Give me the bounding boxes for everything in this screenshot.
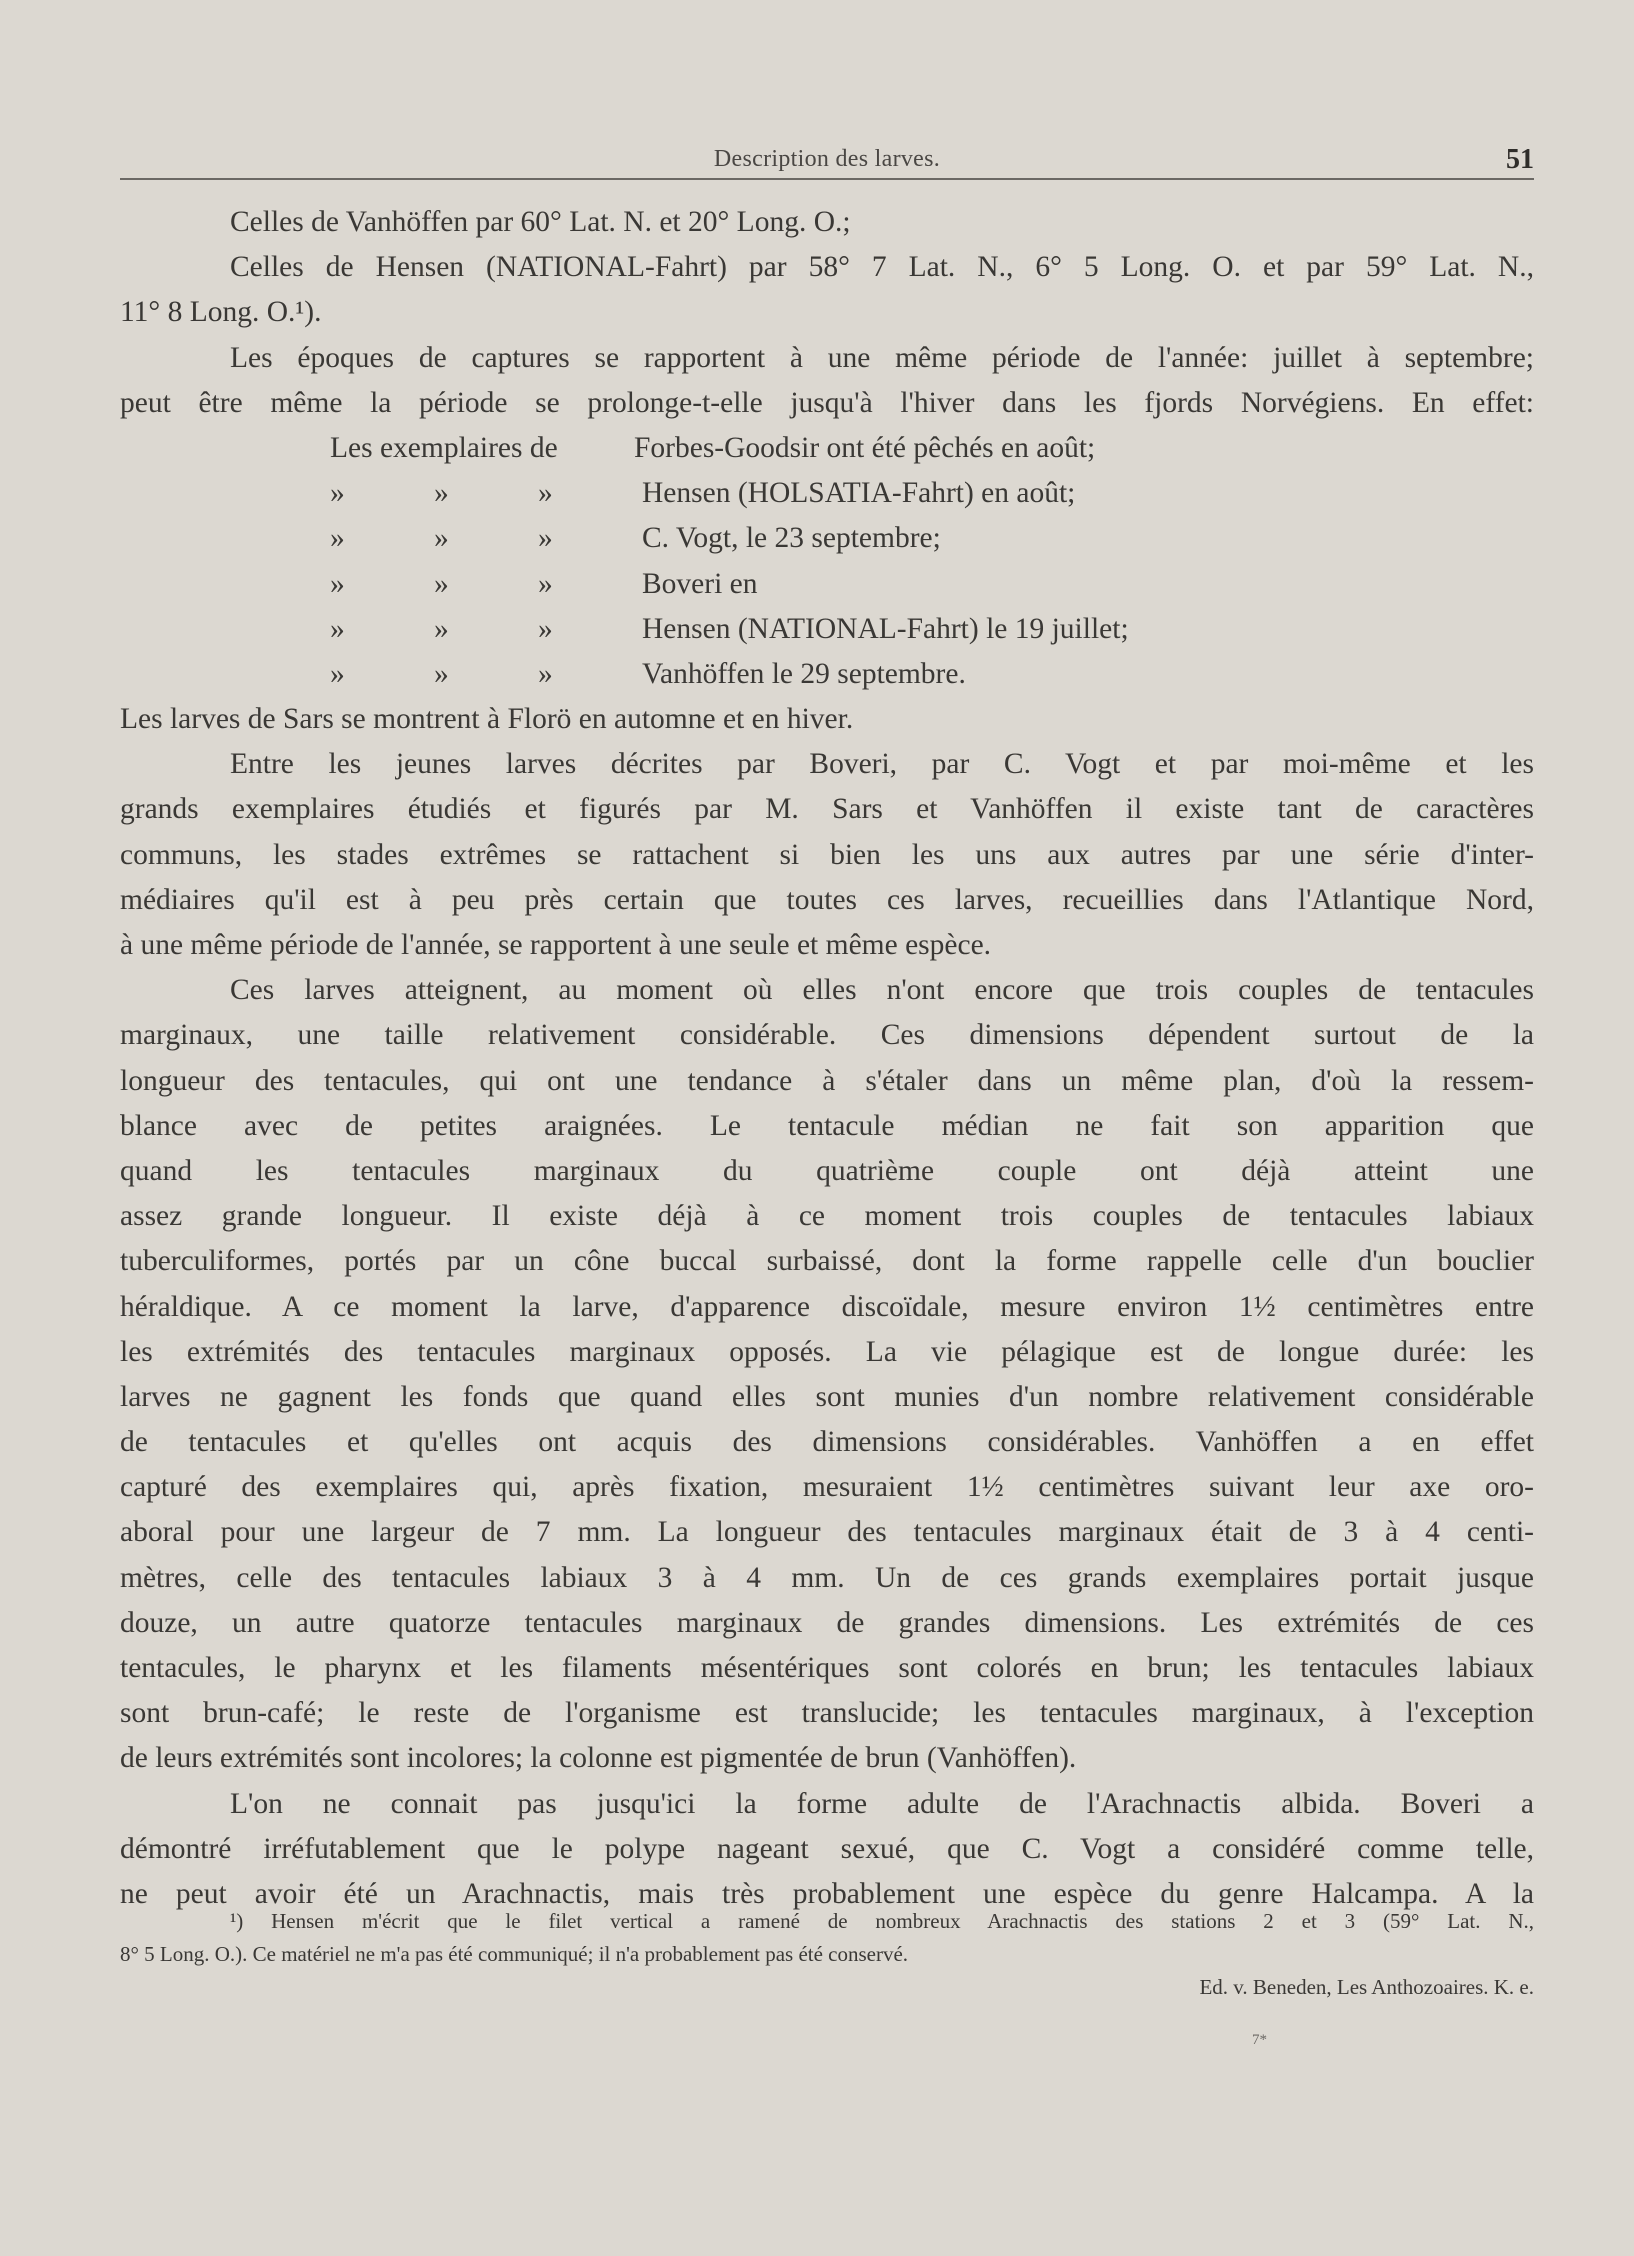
text-line: médiaires qu'il est à peu près certain que toutes ces larves, recueillies dans l'Atlantique Nord,: [120, 883, 1534, 916]
signature-mark: 7*: [1252, 2032, 1267, 2048]
text-line: assez grande longueur. Il existe déjà à ce moment trois couples de tentacules labiaux: [120, 1200, 1534, 1233]
text-line: blance avec de petites araignées. Le tentacule médian ne fait son apparition que: [120, 1109, 1534, 1142]
list-item: [120, 471, 1534, 516]
footnotes: [120, 1905, 1534, 2004]
text-line: sont brun-café; le reste de l'organisme est translucide; les tentacules marginaux, à l'exception: [120, 1697, 1534, 1730]
text-line: de leurs extrémités sont incolores; la colonne est pigmentée de brun (Vanhöffen).: [120, 1742, 1077, 1775]
text-line: aboral pour une largeur de 7 mm. La longueur des tentacules marginaux était de 3 à 4 centi-: [120, 1516, 1534, 1549]
ditto-mark: »: [330, 522, 345, 555]
ditto-mark: »: [538, 522, 553, 555]
text-line: de tentacules et qu'elles ont acquis des dimensions considérables. Vanhöffen a en effet: [120, 1426, 1534, 1459]
text-line: marginaux, une taille relativement considérable. Ces dimensions dépendent surtout de la: [120, 1019, 1534, 1052]
ditto-mark: »: [330, 567, 345, 600]
list-item: [120, 516, 1534, 561]
text-line: Celles de Vanhöffen par 60° Lat. N. et 20° Long. O.;: [230, 206, 851, 238]
ditto-mark: »: [538, 567, 553, 600]
ditto-mark: »: [330, 612, 345, 645]
list-item-text: Forbes-Goodsir ont été pêchés en août;: [634, 431, 1096, 464]
text-line: tentacules, le pharynx et les filaments mésentériques sont colorés en brun; les tentacules labiaux: [120, 1652, 1534, 1684]
text-line: à une même période de l'année, se rapportent à une seule et même espèce.: [120, 929, 992, 961]
ditto-mark: »: [538, 612, 553, 645]
running-title: Description des larves.: [713, 146, 941, 172]
list-lead: Les exemplaires de: [330, 431, 558, 464]
list-item: [120, 607, 1534, 652]
text-line: grands exemplaires étudiés et figurés par M. Sars et Vanhöffen il existe tant de caractères: [120, 793, 1534, 826]
text-line: mètres, celle des tentacules labiaux 3 à 4 mm. Un de ces grands exemplaires portait jusque: [120, 1561, 1534, 1594]
text-line: larves ne gagnent les fonds que quand elles sont munies d'un nombre relativement considérable: [120, 1380, 1534, 1413]
text-line: Les larves de Sars se montrent à Florö en automne et en hiver.: [120, 703, 854, 736]
text-line: les extrémités des tentacules marginaux opposés. La vie pélagique est de longue durée: les: [120, 1335, 1534, 1368]
body-text: [120, 200, 1534, 1917]
ditto-mark: »: [330, 477, 345, 510]
text-line: Entre les jeunes larves décrites par Boveri, par C. Vogt et par moi-même et les: [230, 748, 1534, 781]
ditto-mark: »: [434, 612, 449, 645]
list-item-text: Boveri en: [642, 567, 758, 600]
ditto-mark: »: [538, 657, 553, 690]
list-item-text: C. Vogt, le 23 septembre;: [642, 522, 941, 555]
text-line: quand les tentacules marginaux du quatrième couple ont déjà atteint une: [120, 1154, 1534, 1187]
footnote-line: 8° 5 Long. O.). Ce matériel ne m'a pas été communiqué; il n'a probablement pas été conservé.: [120, 1942, 909, 1966]
running-header: [120, 142, 1534, 180]
text-line: L'on ne connait pas jusqu'ici la forme adulte de l'Arachnactis albida. Boveri a: [230, 1787, 1534, 1820]
text-line: capturé des exemplaires qui, après fixation, mesuraient 1½ centimètres suivant leur axe oro-: [120, 1471, 1534, 1504]
text-line: Ces larves atteignent, au moment où elles n'ont encore que trois couples de tentacules: [230, 974, 1534, 1007]
list-item: [120, 562, 1534, 607]
ditto-mark: »: [434, 522, 449, 555]
ditto-mark: »: [434, 477, 449, 510]
text-line: douze, un autre quatorze tentacules marginaux de grandes dimensions. Les extrémités de ces: [120, 1606, 1534, 1639]
text-line: 11° 8 Long. O.¹).: [120, 296, 322, 329]
list-item-text: Vanhöffen le 29 septembre.: [642, 657, 966, 690]
text-line: démontré irréfutablement que le polype nageant sexué, que C. Vogt a considéré comme telle,: [120, 1832, 1534, 1865]
list-item-text: Hensen (HOLSATIA-Fahrt) en août;: [642, 477, 1076, 510]
text-line: ne peut avoir été un Arachnactis, mais très probablement une espèce du genre Halcampa. A la: [120, 1877, 1534, 1910]
page-number: 51: [1506, 144, 1534, 175]
text-line: héraldique. A ce moment la larve, d'apparence discoïdale, mesure environ 1½ centimètres entre: [120, 1290, 1534, 1323]
ditto-mark: »: [330, 657, 345, 690]
ditto-mark: »: [538, 477, 553, 510]
text-line: Les époques de captures se rapportent à une même période de l'année: juillet à septembre;: [230, 341, 1534, 374]
ditto-mark: »: [434, 657, 449, 690]
text-line: tuberculiformes, portés par un cône buccal surbaissé, dont la forme rappelle celle d'un bouclier: [120, 1245, 1534, 1278]
text-line: Celles de Hensen (NATIONAL-Fahrt) par 58° 7 Lat. N., 6° 5 Long. O. et par 59° Lat. N.,: [230, 251, 1534, 284]
ditto-mark: »: [434, 567, 449, 600]
text-line: longueur des tentacules, qui ont une tendance à s'étaler dans un même plan, d'où la ressem-: [120, 1064, 1534, 1097]
list-item: [120, 426, 1534, 471]
list-item: [120, 652, 1534, 697]
footnote-line: ¹) Hensen m'écrit que le filet vertical a ramené de nombreux Arachnactis des stations 2 et 3 (59° Lat. N.,: [230, 1909, 1534, 1933]
list-item-text: Hensen (NATIONAL-Fahrt) le 19 juillet;: [642, 612, 1129, 645]
publication-credit: Ed. v. Beneden, Les Anthozoaires. K. e.: [1199, 1975, 1534, 1999]
text-line: communs, les stades extrêmes se rattachent si bien les uns aux autres par une série d'inter-: [120, 838, 1534, 871]
text-line: peut être même la période se prolonge-t-elle jusqu'à l'hiver dans les fjords Norvégiens. En effet:: [120, 386, 1534, 419]
